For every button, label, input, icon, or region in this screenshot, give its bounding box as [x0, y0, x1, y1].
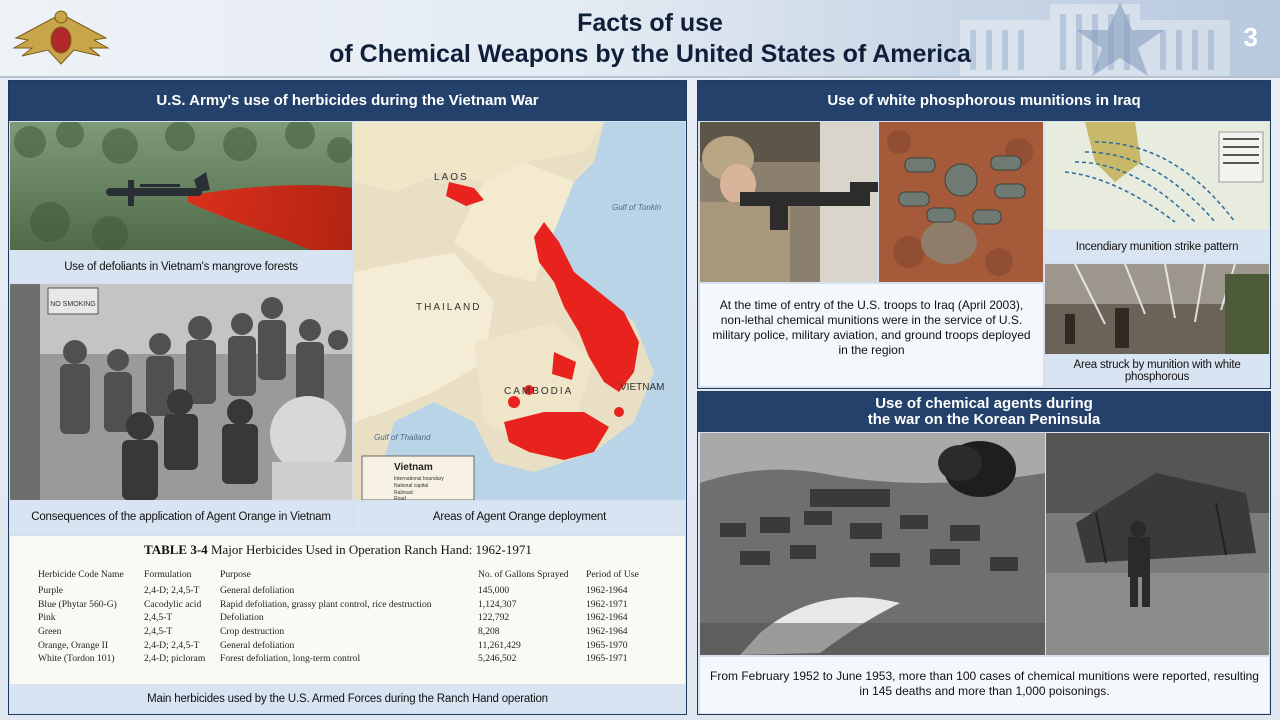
table-header-cell: Purpose	[220, 569, 251, 581]
korea-title-line1: Use of chemical agents during	[875, 395, 1093, 412]
table-cell: 122,792	[478, 612, 510, 624]
star-logo-icon	[1060, 0, 1180, 76]
table-cell: General defoliation	[220, 585, 295, 597]
caption-herbicides: Main herbicides used by the U.S. Armed Forces during the Ranch Hand operation	[10, 684, 685, 713]
table-header-cell: No. of Gallons Sprayed	[478, 569, 569, 581]
strike-pattern-image	[1045, 122, 1269, 230]
table-header-cell: Period of Use	[586, 569, 639, 581]
table-cell: Forest defoliation, long-term control	[220, 653, 361, 665]
phosphorous-area-image	[1045, 264, 1269, 354]
table-cell: Rapid defoliation, grassy plant control, rice destruction	[220, 598, 432, 610]
table-cell: 2,4,5-T	[144, 612, 173, 624]
table-cell: 5,246,502	[478, 653, 517, 665]
agent-orange-deployment-map	[354, 122, 685, 500]
iraq-panel-title: Use of white phosphorous munitions in Iraq	[698, 81, 1270, 121]
phosphorous-munition-image	[879, 122, 1043, 282]
table-cell: 1,124,307	[478, 598, 517, 610]
table-cell: Blue (Phytar 560-G)	[38, 598, 117, 610]
table-cell: 8,208	[478, 626, 500, 638]
map-legend-item-boundary: International boundary	[394, 476, 444, 482]
table-cell: Orange, Orange II	[38, 639, 109, 651]
caption-consequences: Consequences of the application of Agent Orange in Vietnam	[10, 501, 352, 532]
map-label-vietnam: VIETNAM	[620, 382, 665, 393]
victims-group-image	[10, 284, 352, 500]
table-cell: 1965-1970	[586, 639, 628, 651]
caption-areas: Areas of Agent Orange deployment	[354, 501, 685, 532]
table-header-cell: Formulation	[144, 569, 192, 581]
soldier-burning-house-image	[1046, 433, 1269, 655]
page-number: 3	[1243, 22, 1258, 52]
caption-phosphorous-area: Area struck by munition with white phosphorous	[1045, 355, 1269, 386]
table-cell: 1962-1971	[586, 598, 628, 610]
slide-header	[0, 0, 1280, 78]
korea-text: From February 1952 to June 1953, more than 100 cases of chemical munitions were reported, resulting in 145 deaths and more than 1,000 poisonings.	[700, 657, 1269, 713]
korea-village-photo	[700, 433, 1045, 655]
map-label-gulf-thailand: Gulf of Thailand	[374, 433, 431, 442]
slide-title	[230, 8, 1070, 70]
aircraft-spraying-image	[10, 122, 352, 250]
military-emblem-icon	[8, 4, 114, 70]
table-cell: Green	[38, 626, 62, 638]
table-cell: White (Tordon 101)	[38, 653, 115, 665]
herbicide-table	[34, 568, 643, 666]
agent-orange-victims-photo	[10, 284, 352, 500]
table-row	[34, 597, 643, 611]
map-legend-item-road: Road	[394, 496, 406, 500]
agent-orange-map	[354, 122, 685, 500]
soldier-photo	[700, 122, 878, 282]
table-cell: 1962-1964	[586, 626, 628, 638]
table-row	[34, 584, 643, 598]
map-label-gulf-tonkin: Gulf of Tonkin	[612, 203, 662, 212]
map-label-cambodia: CAMBODIA	[504, 386, 574, 397]
table-row	[34, 638, 643, 652]
table-cell: Crop destruction	[220, 626, 285, 638]
table-row	[34, 652, 643, 666]
caption-strike-pattern: Incendiary munition strike pattern	[1045, 231, 1269, 262]
soldier-with-rifle-image	[700, 122, 878, 282]
table-header-row	[34, 568, 643, 584]
table-row	[34, 625, 643, 639]
map-label-laos: LAOS	[434, 172, 469, 183]
strike-pattern-diagram	[1045, 122, 1269, 230]
herbicide-table-title: TABLE 3-4 Major Herbicides Used in Operation Ranch Hand: 1962-1971	[144, 542, 532, 557]
table-cell: 1962-1964	[586, 612, 628, 624]
munition-photo	[879, 122, 1043, 282]
phosphorous-area-photo	[1045, 264, 1269, 354]
defoliant-aircraft-photo	[10, 122, 352, 250]
table-row	[34, 611, 643, 625]
table-cell: 1965-1971	[586, 653, 628, 665]
table-cell: 2,4,5-T	[144, 626, 173, 638]
table-cell: Purple	[38, 585, 64, 597]
table-cell: 2,4-D; 2,4,5-T	[144, 585, 200, 597]
iraq-text: At the time of entry of the U.S. troops to Iraq (April 2003), non-lethal chemical munitions were in the service of U.S. military police, military aviation, and ground troops deployed in the region	[700, 284, 1043, 386]
map-label-thailand: THAILAND	[416, 302, 482, 313]
map-legend-title: Vietnam	[394, 462, 433, 473]
table-cell: 2,4-D; 2,4,5-T	[144, 639, 200, 651]
slide-title-line2: of Chemical Weapons by the United States of America	[329, 40, 971, 68]
table-header-cell: Herbicide Code Name	[38, 569, 124, 581]
map-legend-item-railroad: Railroad	[394, 490, 413, 496]
herbicide-table-image	[10, 536, 685, 684]
map-legend	[362, 456, 474, 500]
no-smoking-sign: NO SMOKING	[50, 301, 96, 308]
slide-title-line1: Facts of use	[577, 9, 723, 37]
map-legend-item-capital: National capital	[394, 483, 429, 489]
table-cell: Defoliation	[220, 612, 264, 624]
korea-soldier-photo	[1046, 433, 1269, 655]
table-cell: General defoliation	[220, 639, 295, 651]
table-cell: 11,261,429	[478, 639, 521, 651]
korea-title-line2: the war on the Korean Peninsula	[867, 411, 1101, 428]
vietnam-panel-title: U.S. Army's use of herbicides during the Vietnam War	[9, 81, 686, 121]
table-cell: Pink	[38, 612, 56, 624]
table-cell: Cacodylic acid	[144, 598, 202, 610]
table-cell: 2,4-D; picloram	[144, 653, 206, 665]
korea-panel-title	[698, 392, 1270, 432]
table-cell: 145,000	[478, 585, 510, 597]
table-cell: 1962-1964	[586, 585, 628, 597]
burning-village-image	[700, 433, 1045, 655]
caption-defoliants: Use of defoliants in Vietnam's mangrove forests	[10, 251, 352, 282]
